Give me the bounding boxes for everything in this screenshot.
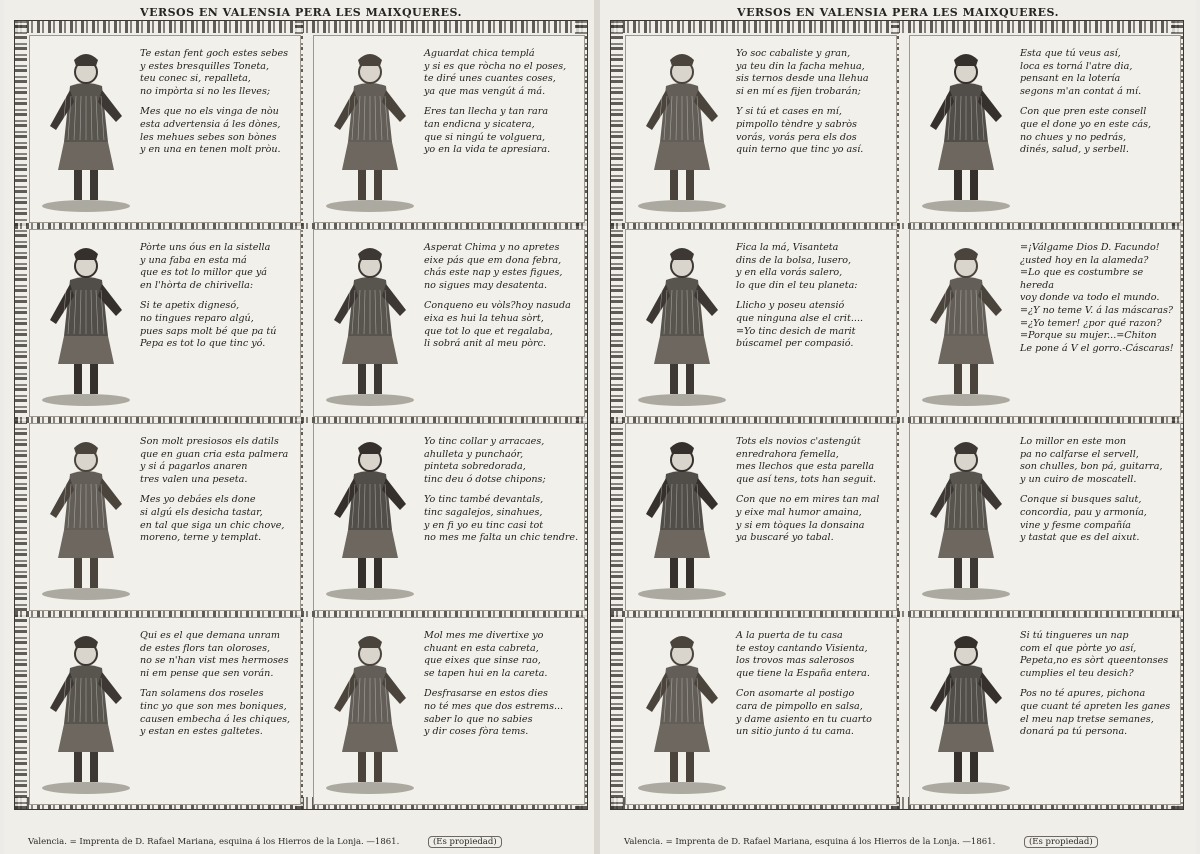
verse-panel xyxy=(29,229,301,417)
monkeys-icon xyxy=(632,434,732,602)
stanza: Esta que tú veus así, loca es torná l'atre dia, pensant en la lotería segons m'an contat á mí. xyxy=(1020,48,1142,97)
verse-text xyxy=(424,630,580,798)
imprint-text: Valencia. = Imprenta de D. Rafael Mariana, esquina á los Hierros de la Lonja. —1861. xyxy=(28,837,400,847)
stanza: Pos no té apures, pichona que cuant té apreten les ganes el meu nap tretse semanes, donará pa tú persona. xyxy=(1020,688,1171,738)
stanza: Asperat Chima y no apretes eixe pás que em dona febra, chás este nap y estes figues, no sigues may desatenta. xyxy=(424,242,563,291)
stanza: Con que pren este consell que el done yo en este cás, no chues y no pedrás, dinés, salud, y serbell. xyxy=(1020,106,1152,156)
stanza: Qui es el que demana unram de estes flors tan oloroses, no se n'han vist mes hermoses ni em pense que sen vorán. xyxy=(140,630,289,679)
ornamental-frame xyxy=(610,20,1184,810)
verse-panel xyxy=(29,617,301,805)
lady-at-table-icon xyxy=(320,434,420,602)
verse-text xyxy=(736,436,892,604)
sheet-title: VERSOS EN VALENSIA PERA LES MAIXQUERES. xyxy=(140,6,462,19)
stanza: Llicho y poseu atensió que ninguna alse el crit.... =Yo tinc desich de marit búscamel per compasió. xyxy=(736,300,864,350)
stanza: Son molt presiosos els datils que en guan cria esta palmera y si á pagarlos anaren tres valen una peseta. xyxy=(140,436,289,485)
verse-panel xyxy=(625,617,897,805)
stanza: Conque si busques salut, concordia, pau y armonía, vine y fesme compañía y tastat que es del aixut. xyxy=(1020,494,1147,544)
palm-tree-woman-icon xyxy=(36,434,136,602)
verse-text xyxy=(140,436,296,604)
stanza: Conqueno eu vòls?hoy nasuda eixa es hui la tehua sòrt, que tot lo que et regalaba, li sobrá anit al meu pòrc. xyxy=(424,300,571,350)
verse-panel xyxy=(909,617,1181,805)
stanza: Pòrte uns óus en la sistella y una faba en esta má que es tot lo millor que yá en l'hòrta de chirivella: xyxy=(140,242,271,291)
verse-panel xyxy=(29,423,301,611)
imprint-text: Valencia. = Imprenta de D. Rafael Mariana, esquina á los Hierros de la Lonja. —1861. xyxy=(624,837,996,847)
stanza: Aguardat chica templá y si es que ròcha no el poses, te diré unes cuantes coses, ya que mas vengút á má. xyxy=(424,48,567,97)
imprint xyxy=(28,836,502,848)
verse-text xyxy=(140,48,296,216)
right-sheet xyxy=(600,0,1196,854)
stanza: Te estan fent goch estes sebes y estes bresquilles Toneta, teu conec si, repalleta, no impòrta si no les lleves; xyxy=(140,48,289,97)
imprint xyxy=(624,836,1098,848)
stanza: Yo soc cabaliste y gran, ya teu din la facha mehua, sis ternos desde una llehua si en mí es fijen trobarán; xyxy=(736,48,869,97)
verse-panel xyxy=(29,35,301,223)
verse-text xyxy=(424,242,580,410)
property-mark: (Es propiedad) xyxy=(1024,836,1098,848)
verse-text xyxy=(424,48,580,216)
stanza: Lo millor en este mon pa no calfarse el servell, son chulles, bon pá, guitarra, y un cuiro de moscatell. xyxy=(1020,436,1163,485)
stanza: Mes que no els vinga de nòu esta advertensia á les dònes, les mehues sebes son bònes y en una en tenen molt pròu. xyxy=(140,106,281,156)
verse-panel xyxy=(313,229,585,417)
stanza: Si tú tingueres un nap com el que pòrte yo así, Pepeta,no es sòrt queentonses cumplies el teu desich? xyxy=(1020,630,1169,679)
ornamental-frame xyxy=(14,20,588,810)
lottery-lady-icon xyxy=(916,46,1016,214)
stanza: Con que no em mires tan mal y eixe mal humor amaina, y si em tòques la donsaina ya buscaré yo tabal. xyxy=(736,494,880,544)
panel-grid xyxy=(29,35,579,795)
verse-text xyxy=(736,630,892,798)
vendor-man-icon xyxy=(320,46,420,214)
peasant-man-icon xyxy=(36,46,136,214)
verse-panel xyxy=(313,35,585,223)
stanza: Yo tinc collar y arracaes, ahulleta y punchaór, pinteta sobredorada, tinc deu ó dotse chipons; xyxy=(424,436,546,485)
flower-seller-icon xyxy=(36,628,136,796)
serenading-man-icon xyxy=(632,628,732,796)
stanza: Y si tú et cases en mí, pimpollo tèndre y sabròs vorás, vorás pera els dos quin terno que tinc yo así. xyxy=(736,106,864,156)
verse-panel xyxy=(313,423,585,611)
verse-panel xyxy=(625,229,897,417)
stanza: Mol mes me divertixe yo chuant en esta cabreta, que eixes que sinse rao, se tapen hui en la careta. xyxy=(424,630,548,679)
stanza: =¡Válgame Dios D. Facundo! ¿usted hoy en la alameda? =Lo que es costumbre se hereda voy donde va todo el mundo. =¿Y no teme V. á las máscaras? =¿Yo temer! ¿por qué razon? =Porque su mujer...=Chiton Le pone á V el gorro.-Cáscaras! xyxy=(1020,242,1174,354)
verse-text xyxy=(140,242,296,410)
verse-text xyxy=(424,436,580,604)
man-with-poultry-icon xyxy=(320,240,420,408)
panel-grid xyxy=(625,35,1174,795)
verse-text xyxy=(1020,630,1176,798)
stanza: Fica la má, Visanteta dins de la bolsa, lusero, y en ella vorás salero, lo que din el teu planeta: xyxy=(736,242,858,291)
stanza: A la puerta de tu casa te estoy cantando Visienta, los trovos mas salerosos que tiene la España entera. xyxy=(736,630,870,679)
stanza: Si te apetix dignesó, no tingues reparo algú, pues saps molt bé que pa tú Pepa es tot lo que tinc yó. xyxy=(140,300,277,350)
man-with-distaff-icon xyxy=(36,240,136,408)
verse-text xyxy=(1020,242,1176,410)
guitar-players-icon xyxy=(916,434,1016,602)
verse-text xyxy=(1020,48,1176,216)
dancing-couple-icon xyxy=(916,240,1016,408)
property-mark: (Es propiedad) xyxy=(428,836,502,848)
verse-text xyxy=(140,630,296,798)
woman-with-turnip-icon xyxy=(916,628,1016,796)
stanza: Tan solamens dos roseles tinc yo que son mes boniques, causen embecha á les chiques, y estan en estes galtetes. xyxy=(140,688,291,738)
woman-with-goat-icon xyxy=(320,628,420,796)
stanza: Mes yo debáes els done si algú els desicha tastar, en tal que siga un chic chove, moreno, terne y templat. xyxy=(140,494,285,544)
verse-panel xyxy=(909,229,1181,417)
verse-panel xyxy=(313,617,585,805)
stanza: Desfrasarse en estos dies no té mes que dos estrems... saber lo que no sabies y dir coses fòra tems. xyxy=(424,688,564,738)
stanza: Tots els novios c'astengút enredrahora femella, mes llechos que esta parella que así tens, tots han seguit. xyxy=(736,436,877,485)
stanza: Eres tan llecha y tan rara tan endicna y sicatera, que si ningú te volguera, yo en la vida te apresiara. xyxy=(424,106,551,156)
sheet-title: VERSOS EN VALENSIA PERA LES MAIXQUERES. xyxy=(737,6,1059,19)
verse-text xyxy=(736,48,892,216)
verse-panel xyxy=(909,423,1181,611)
left-sheet xyxy=(4,0,598,854)
bearded-gentleman-icon xyxy=(632,240,732,408)
stanza: Con asomarte al postigo cara de pimpollo en salsa, y dame asiento en tu cuarto un sitio junto á tu cama. xyxy=(736,688,872,738)
verse-text xyxy=(1020,436,1176,604)
verse-text xyxy=(736,242,892,410)
lottery-man-icon xyxy=(632,46,732,214)
verse-panel xyxy=(909,35,1181,223)
verse-panel xyxy=(625,35,897,223)
verse-panel xyxy=(625,423,897,611)
stanza: Yo tinc també devantals, tinc sagalejos, sinahues, y en fi yo eu tinc casi tot no mes me falta un chic tendre. xyxy=(424,494,579,544)
